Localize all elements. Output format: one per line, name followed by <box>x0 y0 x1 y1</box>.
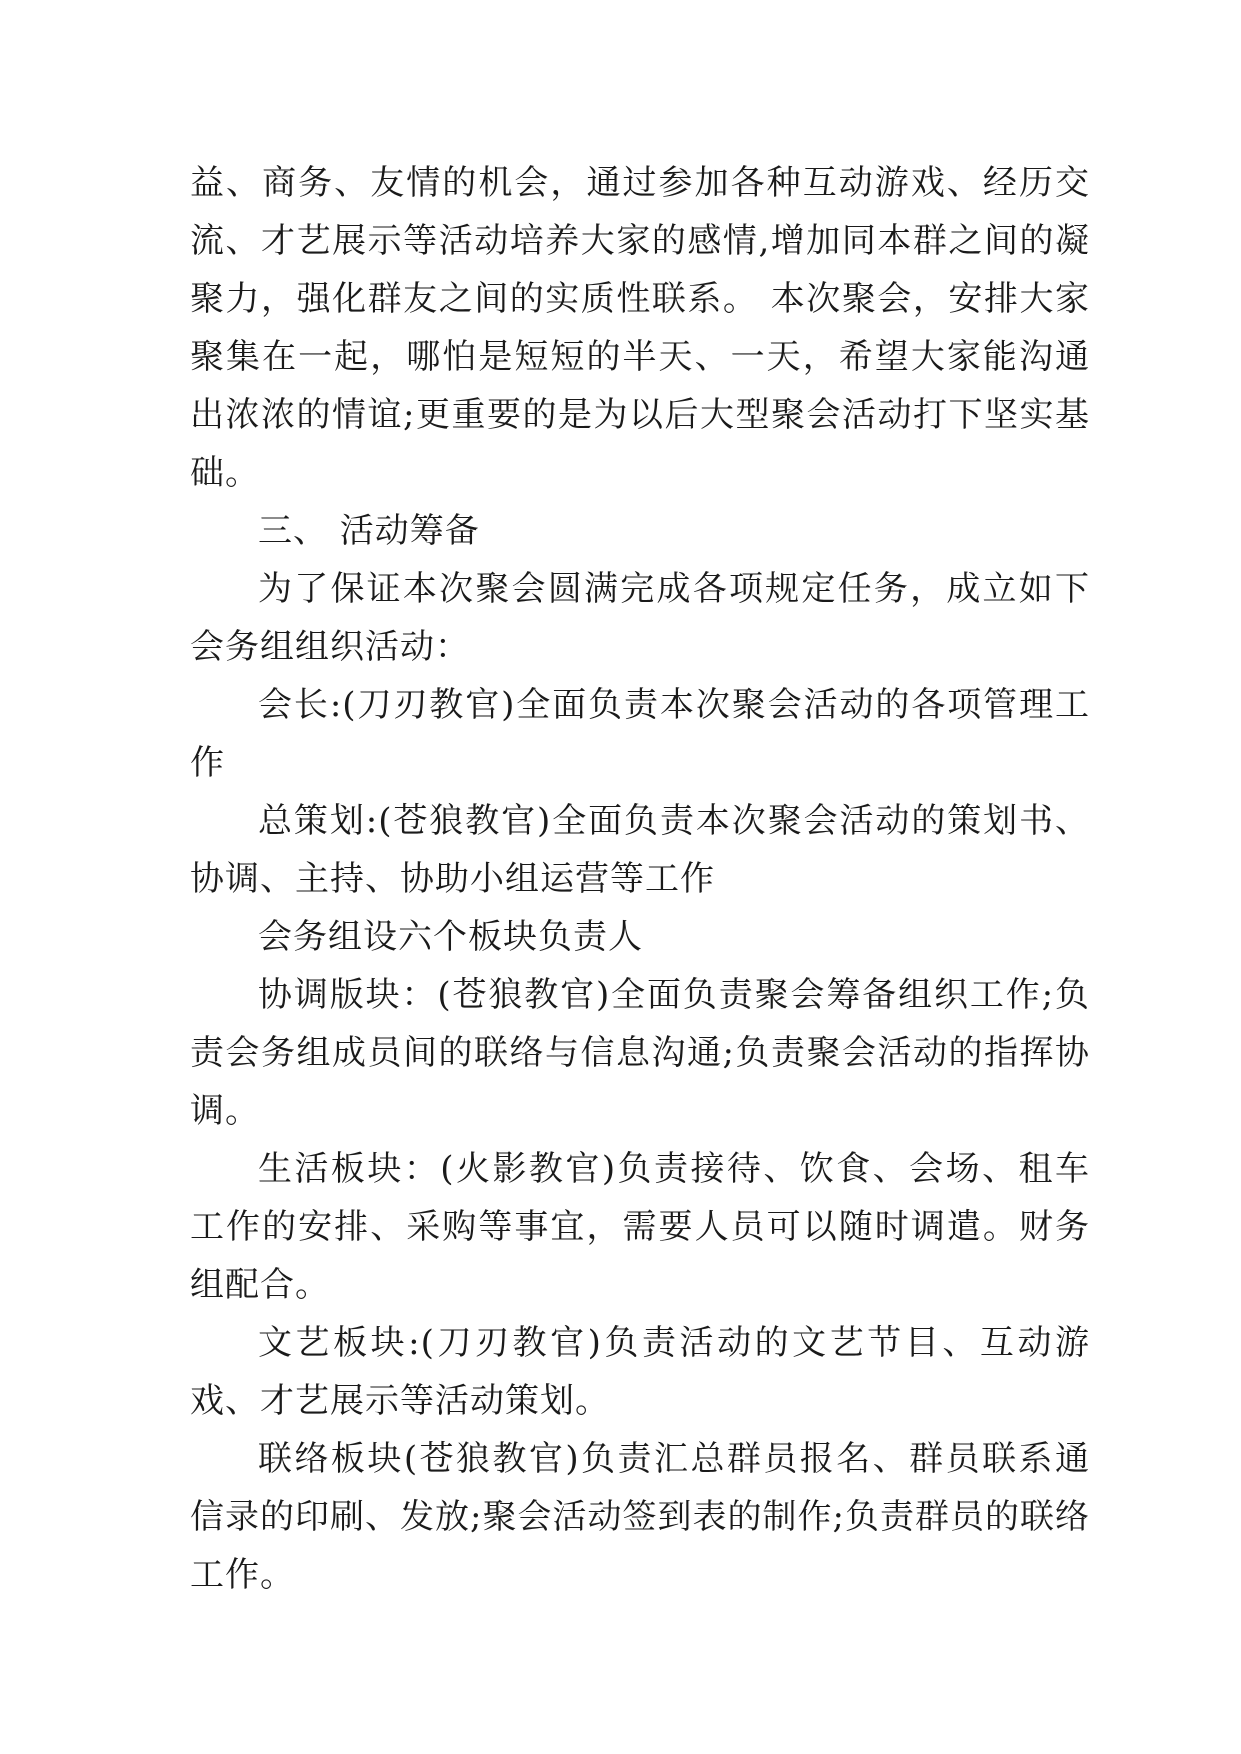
paragraph-chief-planner: 总策划:(苍狼教官)全面负责本次聚会活动的策划书、协调、主持、协助小组运营等工作 <box>190 801 1090 899</box>
paragraph-logistics-section: 生活板块：(火影教官)负责接待、饮食、会场、租车工作的安排、采购等事宜，需要人员可以随时调遣。财务组配合。 <box>190 1149 1090 1305</box>
paragraph-continuation: 益、商务、友情的机会，通过参加各种互动游戏、经历交流、才艺展示等活动培养大家的感情,增加同本群之间的凝聚力，强化群友之间的实质性联系。 本次聚会，安排大家聚集在一起，哪怕是短短的半天、一天，希望大家能沟通出浓浓的情谊;更重要的是为以后大型聚会活动打下坚实基础。 <box>190 163 1090 493</box>
document-body <box>190 154 1090 1604</box>
paragraph-liaison-section: 联络板块(苍狼教官)负责汇总群员报名、群员联系通信录的印刷、发放;聚会活动签到表的制作;负责群员的联络工作。 <box>190 1439 1090 1595</box>
paragraph-arts-section: 文艺板块:(刀刃教官)负责活动的文艺节目、互动游戏、才艺展示等活动策划。 <box>190 1323 1090 1421</box>
paragraph-president: 会长:(刀刃教官)全面负责本次聚会活动的各项管理工作 <box>190 685 1090 783</box>
paragraph-six-sections: 会务组设六个板块负责人 <box>258 917 643 957</box>
paragraph-organizing-committee: 为了保证本次聚会圆满完成各项规定任务，成立如下会务组组织活动： <box>190 569 1090 667</box>
section-heading-activity-preparation: 三、 活动筹备 <box>258 511 480 551</box>
paragraph-coordination-section: 协调版块：(苍狼教官)全面负责聚会筹备组织工作;负责会务组成员间的联络与信息沟通;负责聚会活动的指挥协调。 <box>190 975 1091 1131</box>
